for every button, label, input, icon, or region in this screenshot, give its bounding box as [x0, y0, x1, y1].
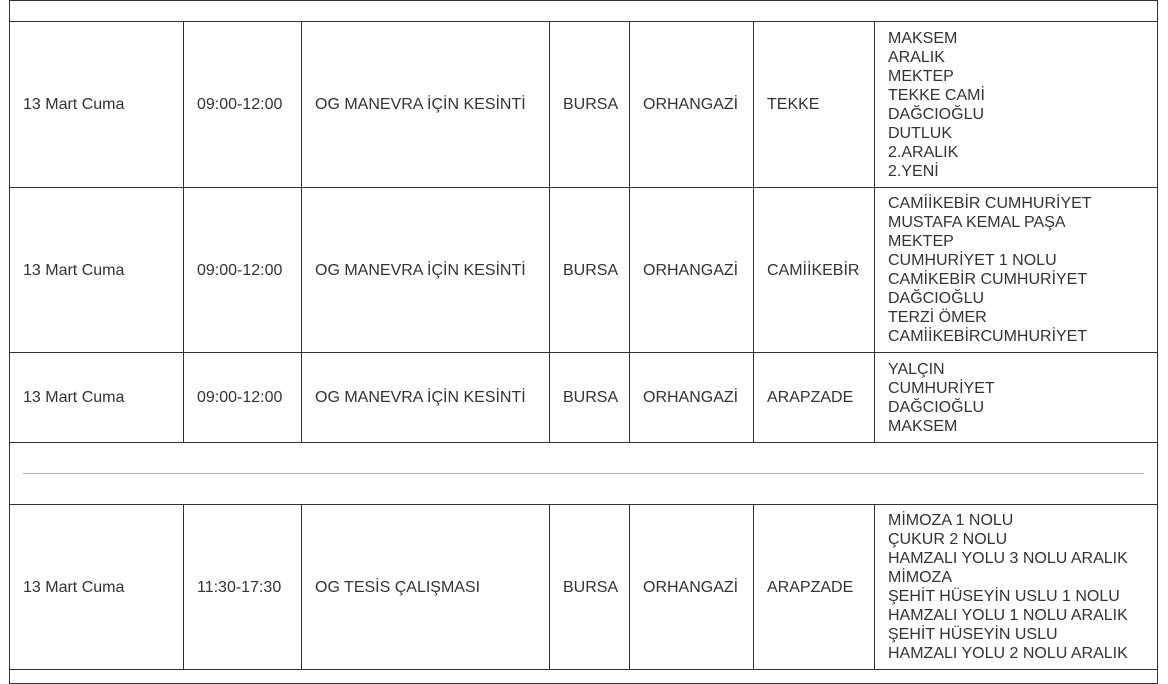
- reason-cell: OG MANEVRA İÇİN KESİNTİ: [302, 353, 550, 443]
- street-item: DAĞCIOĞLU: [888, 290, 985, 307]
- street-item: DUTLUK: [888, 124, 953, 142]
- street-item: HAMZALI YOLU 2 NOLU ARALIK: [888, 645, 1128, 662]
- district-cell: ORHANGAZİ: [630, 505, 754, 670]
- table-row: [10, 188, 1158, 353]
- city-cell: BURSA: [550, 353, 630, 443]
- street-item: TEKKE CAMİ: [888, 86, 985, 104]
- street-item: CAMİİKEBİR CUMHURİYET: [888, 195, 1092, 212]
- street-item: HAMZALI YOLU 1 NOLU ARALIK: [888, 607, 1128, 624]
- table-row: [10, 505, 1158, 670]
- street-item: ÇUKUR 2 NOLU: [888, 531, 1008, 548]
- time-cell: 11:30-17:30: [184, 505, 302, 670]
- city-cell: BURSA: [550, 22, 630, 188]
- street-item: MİMOZA: [888, 569, 952, 586]
- partial-cell: [10, 670, 1158, 684]
- city-cell: BURSA: [550, 505, 630, 670]
- date-cell: 13 Mart Cuma: [10, 188, 184, 353]
- street-item: DAĞCIOĞLU: [888, 105, 985, 123]
- divider: [23, 473, 1144, 474]
- neighborhood-cell: CAMİİKEBİR: [754, 188, 875, 353]
- reason-cell: OG TESİS ÇALIŞMASI: [302, 505, 550, 670]
- streets-cell: [875, 22, 1158, 188]
- street-item: MEKTEP: [888, 233, 954, 250]
- street-item: CAMİKEBİR CUMHURİYET: [888, 271, 1088, 288]
- separator-cell: [10, 443, 1158, 505]
- streets-cell: [875, 188, 1158, 353]
- street-item: ARALIK: [888, 48, 945, 66]
- neighborhood-cell: TEKKE: [754, 22, 875, 188]
- street-item: HAMZALI YOLU 3 NOLU ARALIK: [888, 550, 1128, 567]
- table-row-partial-bottom: [10, 670, 1158, 684]
- date-cell: 13 Mart Cuma: [10, 22, 184, 188]
- reason-cell: OG MANEVRA İÇİN KESİNTİ: [302, 22, 550, 188]
- street-item: MAKSEM: [888, 29, 958, 47]
- date-cell: 13 Mart Cuma: [10, 505, 184, 670]
- street-item: TERZİ ÖMER: [888, 309, 987, 326]
- time-cell: 09:00-12:00: [184, 22, 302, 188]
- street-item: YALÇIN: [888, 360, 945, 378]
- table-row: [10, 22, 1158, 188]
- district-cell: ORHANGAZİ: [630, 353, 754, 443]
- time-cell: 09:00-12:00: [184, 353, 302, 443]
- street-item: CAMİİKEBİRCUMHURİYET: [888, 328, 1088, 345]
- street-item: MAKSEM: [888, 417, 958, 435]
- district-cell: ORHANGAZİ: [630, 188, 754, 353]
- street-item: DAĞCIOĞLU: [888, 398, 985, 416]
- street-item: CUMHURİYET: [888, 379, 995, 397]
- date-cell: 13 Mart Cuma: [10, 353, 184, 443]
- city-cell: BURSA: [550, 188, 630, 353]
- neighborhood-cell: ARAPZADE: [754, 505, 875, 670]
- outage-table: [9, 0, 1158, 684]
- street-item: MİMOZA 1 NOLU: [888, 512, 1014, 529]
- reason-cell: OG MANEVRA İÇİN KESİNTİ: [302, 188, 550, 353]
- street-item: ŞEHİT HÜSEYİN USLU: [888, 626, 1058, 643]
- partial-cell: [10, 1, 1158, 22]
- street-item: MEKTEP: [888, 67, 954, 85]
- district-cell: ORHANGAZİ: [630, 22, 754, 188]
- street-item: 2.ARALIK: [888, 143, 959, 161]
- streets-cell: [875, 505, 1158, 670]
- separator-row: [10, 443, 1158, 505]
- street-item: 2.YENİ: [888, 162, 939, 180]
- time-cell: 09:00-12:00: [184, 188, 302, 353]
- streets-cell: [875, 353, 1158, 443]
- table-row-partial-top: [10, 1, 1158, 22]
- street-item: MUSTAFA KEMAL PAŞA: [888, 214, 1066, 231]
- table-row: [10, 353, 1158, 443]
- street-item: ŞEHİT HÜSEYİN USLU 1 NOLU: [888, 588, 1120, 605]
- neighborhood-cell: ARAPZADE: [754, 353, 875, 443]
- street-item: CUMHURİYET 1 NOLU: [888, 252, 1057, 269]
